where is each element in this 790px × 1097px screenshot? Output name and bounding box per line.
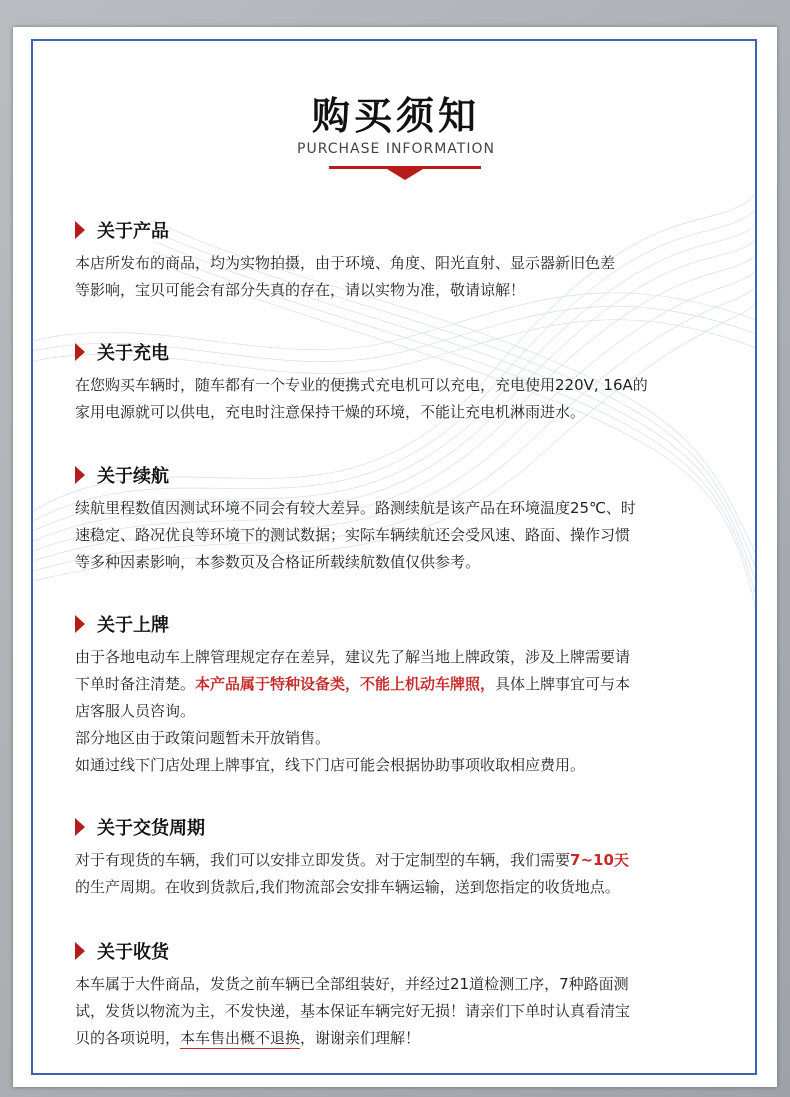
highlight-days: 7~10天 bbox=[570, 851, 629, 869]
bullet-arrow-icon bbox=[75, 343, 85, 361]
text-segment: 具体上牌事宜可与本 bbox=[495, 675, 631, 693]
section-text bbox=[75, 971, 735, 1052]
notice-frame bbox=[31, 39, 757, 1075]
text-line: 部分地区由于政策问题暂未开放销售。 bbox=[75, 729, 331, 747]
section-title: 关于充电 bbox=[97, 343, 169, 364]
text-segment: 对于有现货的车辆，我们可以安排立即发货。对于定制型的车辆，我们需要 bbox=[75, 851, 571, 869]
text-line: 本店所发布的商品，均为实物拍摄，由于环境、角度、阳光直射、显示器新旧色差 bbox=[75, 254, 616, 272]
section-title: 关于上牌 bbox=[97, 615, 169, 636]
text-line: 店客服人员咨询。 bbox=[75, 702, 196, 720]
warning-text: 本产品属于特种设备类，不能上机动车牌照， bbox=[195, 675, 496, 693]
section-title: 关于产品 bbox=[97, 221, 169, 242]
section-text bbox=[75, 495, 735, 576]
bullet-arrow-icon bbox=[75, 942, 85, 960]
section-receiving bbox=[75, 938, 735, 1052]
text-line: 试，发货以物流为主，不发快递，基本保证车辆完好无损！请亲们下单时认真看清宝 bbox=[75, 1002, 631, 1020]
section-title: 关于续航 bbox=[97, 466, 169, 487]
text-line: 家用电源就可以供电，充电时注意保持干燥的环境，不能让充电机淋雨进水。 bbox=[75, 403, 586, 421]
text-line: 速稳定、路况优良等环境下的测试数据；实际车辆续航还会受风速、路面、操作习惯 bbox=[75, 526, 631, 544]
text-line bbox=[75, 1025, 735, 1052]
text-line: 由于各地电动车上牌管理规定存在差异，建议先了解当地上牌政策，涉及上牌需要请 bbox=[75, 648, 631, 666]
text-line: 续航里程数值因测试环境不同会有较大差异。路测续航是该产品在环境温度25℃、时 bbox=[75, 499, 636, 517]
section-registration bbox=[75, 611, 735, 779]
section-delivery-cycle bbox=[75, 814, 735, 901]
page-subtitle: PURCHASE INFORMATION bbox=[297, 141, 495, 157]
text-segment: ，谢谢亲们理解！ bbox=[300, 1029, 421, 1047]
text-segment: 下单时备注清楚。 bbox=[75, 675, 196, 693]
section-title: 关于交货周期 bbox=[97, 818, 205, 839]
no-return-notice: 本车售出概不退换 bbox=[180, 1029, 301, 1047]
section-text bbox=[75, 250, 735, 304]
title-triangle-icon bbox=[387, 169, 423, 180]
section-range bbox=[75, 462, 735, 576]
section-text bbox=[75, 847, 735, 901]
bullet-arrow-icon bbox=[75, 466, 85, 484]
text-line bbox=[75, 671, 735, 698]
section-text bbox=[75, 372, 735, 426]
bullet-arrow-icon bbox=[75, 615, 85, 633]
text-line: 本车属于大件商品，发货之前车辆已全部组装好，并经过21道检测工序，7种路面测 bbox=[75, 975, 629, 993]
text-line: 的生产周期。在收到货款后,我们物流部会安排车辆运输，送到您指定的收货地点。 bbox=[75, 878, 620, 896]
bullet-arrow-icon bbox=[75, 221, 85, 239]
text-segment: 贝的各项说明， bbox=[75, 1029, 181, 1047]
text-line: 如通过线下门店处理上牌事宜，线下门店可能会根据协助事项收取相应费用。 bbox=[75, 756, 586, 774]
section-product bbox=[75, 217, 735, 304]
text-line: 在您购买车辆时，随车都有一个专业的便携式充电机可以充电，充电使用220V, 16A的 bbox=[75, 376, 648, 394]
section-text bbox=[75, 644, 735, 779]
text-line: 等多种因素影响，本参数页及合格证所载续航数值仅供参考。 bbox=[75, 553, 481, 571]
text-line: 等影响，宝贝可能会有部分失真的存在，请以实物为准，敬请谅解！ bbox=[75, 281, 526, 299]
section-charging bbox=[75, 339, 735, 426]
section-title: 关于收货 bbox=[97, 942, 169, 963]
page-title: 购买须知 bbox=[311, 94, 480, 138]
bullet-arrow-icon bbox=[75, 818, 85, 836]
text-line bbox=[75, 847, 735, 874]
notice-card bbox=[13, 27, 777, 1087]
